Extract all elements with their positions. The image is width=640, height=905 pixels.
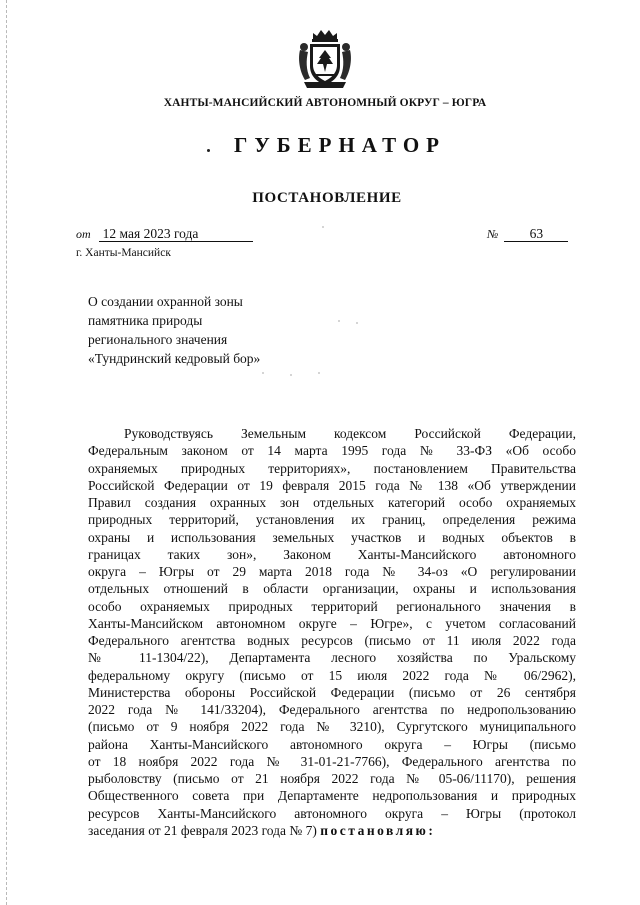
body-line: (письмо от 9 ноября 2022 года № 3210), Сургутского муниципального [88, 719, 576, 735]
document-number: 63 [504, 227, 568, 242]
body-line: Федеральным законом от 14 марта 1995 года № 33-ФЗ «Об особо [88, 443, 576, 459]
body-last-text: заседания от 21 февраля 2023 года № 7) [88, 822, 317, 838]
body-line: Правил создания охранных зон отдельных категорий особо охраняемых [88, 495, 576, 510]
body-line: от 18 ноября 2022 года № 31-01-21-7766), Федерального агентства по [88, 753, 576, 769]
body-line: Ханты-Мансийском автономном округе – Югре», с учетом согласований [88, 615, 576, 631]
body-line: охраны и использования земельных участков и водных объектов в [88, 529, 576, 545]
governor-title: ГУБЕРНАТОР [233, 133, 447, 157]
subject-line: регионального значения [88, 332, 228, 347]
body-line: № 11-1304/22), Департамента лесного хозяйства по Уральскому [88, 650, 576, 666]
body-last-line [88, 822, 576, 839]
scan-speck [356, 322, 358, 324]
scan-speck [290, 374, 292, 376]
body-line: охраняемых природных территориях», постановлением Правительства [88, 460, 576, 476]
scan-speck [322, 226, 324, 228]
body-line: ресурсов Ханты-Мансийского автономного округа – Югры (протокол [88, 805, 576, 821]
body-line: границах таких зон», Законом Ханты-Мансийского автономного [88, 546, 576, 562]
body-line: природных территорий, установления их границ, определения режима [88, 512, 576, 528]
scan-speck [262, 372, 264, 374]
body-line: рыболовству (письмо от 21 ноября 2022 года № 05-06/11170), решения [88, 771, 576, 786]
document-number-row [487, 226, 568, 242]
body-line: Министерства обороны Российской Федерации (письмо от 26 сентября [88, 684, 576, 700]
scan-speck [318, 372, 320, 374]
region-name: ХАНТЫ-МАНСИЙСКИЙ АВТОНОМНЫЙ ОКРУГ – ЮГРА [163, 97, 487, 109]
body-line: 2022 года № 141/33204), Федерального агентства по недропользованию [88, 702, 576, 717]
subject-line: памятника природы [88, 313, 203, 328]
body-line: Руководствуясь Земельным кодексом Российской Федерации, [124, 426, 576, 441]
body-line: округа – Югры от 29 марта 2018 года № 34-оз «О регулировании [88, 564, 576, 579]
date-prefix: от [76, 227, 91, 241]
document-body [88, 425, 576, 839]
coat-of-arms-icon [296, 28, 354, 90]
document-city: г. Ханты-Мансийск [76, 247, 171, 259]
document-date-row [76, 226, 253, 242]
body-line: особо охраняемых природных территорий регионального значения в [88, 598, 576, 614]
scan-speck [338, 320, 340, 322]
body-line: федеральному округу (письмо от 15 июля 2022 года № 06/2962), [88, 667, 576, 683]
body-line: отдельных отношений в области организации, охраны и использования [88, 581, 576, 597]
subject-line: О создании охранной зоны [88, 294, 243, 309]
subject-line: «Тундринский кедровый бор» [88, 351, 261, 366]
document-date: 12 мая 2023 года [99, 227, 253, 242]
number-prefix: № [487, 227, 499, 241]
body-line: района Ханты-Мансийского автономного округа – Югры (письмо [88, 736, 576, 752]
body-line: Общественного совета при Департаменте недропользования и природных [88, 788, 576, 804]
body-line: Федерального агентства водных ресурсов (письмо от 11 июля 2022 года [88, 633, 576, 648]
document-subject [88, 292, 260, 368]
decree-word: постановляю: [320, 822, 436, 838]
body-line: Российской Федерации от 19 февраля 2015 года № 138 «Об утверждении [88, 477, 576, 493]
document-type: ПОСТАНОВЛЕНИЕ [252, 190, 402, 206]
